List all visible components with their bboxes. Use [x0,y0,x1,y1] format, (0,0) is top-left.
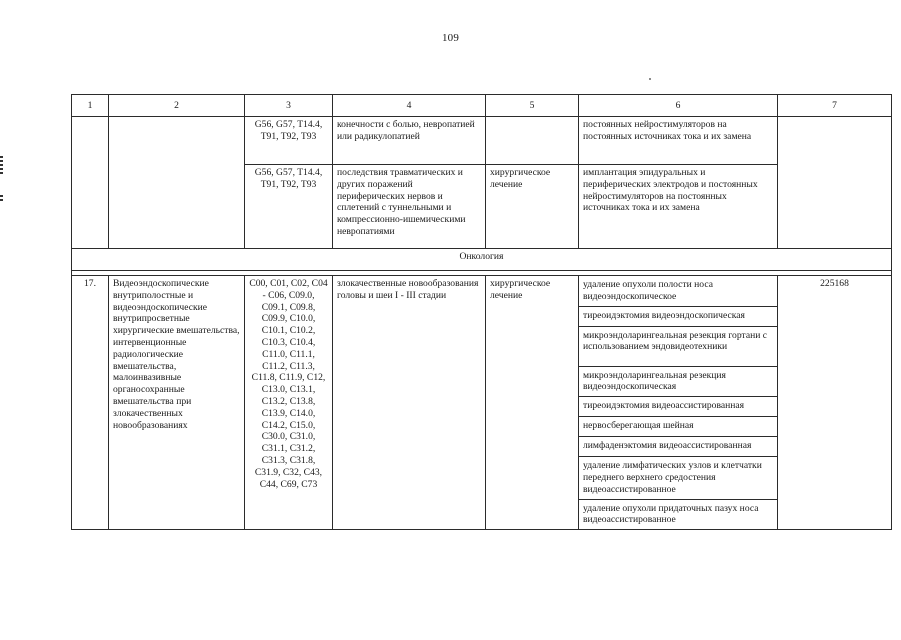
column-header: 4 [333,95,486,117]
column-header: 6 [579,95,778,117]
care-type-cell [109,117,245,249]
method-cell: удаление опухоли полости носа видеоэндоскопическое [579,276,778,307]
scan-edge-mark [0,156,3,174]
method-cell: микроэндоларингеальная резекция гортани с использованием эндовидеотехники [579,326,778,366]
column-header: 5 [486,95,579,117]
column-header: 3 [245,95,333,117]
method-cell: удаление лимфатических узлов и клетчатки переднего верхнего средостения видеоассистированное [579,457,778,499]
condition-cell: последствия травматических и других поражений периферических нервов и сплетений с туннельными и компрессионно-ишемическими невропатиями [333,165,486,249]
table-row [72,276,892,307]
condition-cell: злокачественные новообразования головы и шеи I - III стадии [333,276,486,530]
price-cell [778,117,892,249]
method-cell: тиреоидэктомия видеоассистированная [579,397,778,417]
care-type-cell: Видеоэндоскопические внутриполостные и видеоэндоскопические внутрипросветные хирургические вмешательства, интервенционные радиологические вмешательства, малоинвазивные органосохранные вмешательства при злокачественных новообразованиях [109,276,245,530]
row-number-cell: 17. [72,276,109,530]
method-cell: лимфаденэктомия видеоассистированная [579,437,778,457]
method-cell: тиреоидэктомия видеоэндоскопическая [579,306,778,326]
diagnosis-codes-cell: G56, G57, T14.4, T91, T92, T93 [245,117,333,165]
condition-cell: конечности с болью, невропатией или радикулопатией [333,117,486,165]
method-cell: постоянных нейростимуляторов на постоянных источниках тока и их замена [579,117,778,165]
column-header: 7 [778,95,892,117]
method-cell: имплантация эпидуральных и периферических электродов и постоянных нейростимуляторов на постоянных источниках тока и их замена [579,165,778,249]
scan-speck [649,78,651,80]
treatment-cell: хирургическое лечение [486,165,579,249]
medical-care-table [71,94,892,530]
method-cell: удаление опухоли придаточных пазух носа видеоассистированное [579,499,778,530]
scan-edge-mark [0,195,3,201]
method-cell: микроэндоларингеальная резекция видеоэндоскопическая [579,366,778,397]
treatment-cell [486,117,579,165]
column-header: 2 [109,95,245,117]
method-cell: нервосберегающая шейная [579,417,778,437]
row-number-cell [72,117,109,249]
diagnosis-codes-cell: G56, G57, T14.4, T91, T92, T93 [245,165,333,249]
section-row [72,249,892,271]
section-title: Онкология [72,249,892,271]
treatment-cell: хирургическое лечение [486,276,579,530]
table-header-row [72,95,892,117]
table-row [72,117,892,165]
page-number: 109 [441,32,460,44]
column-header: 1 [72,95,109,117]
price-cell: 225168 [778,276,892,530]
diagnosis-codes-cell: C00, C01, C02, C04 - C06, C09.0, C09.1, C09.8, C09.9, C10.0, C10.1, C10.2, C10.3, C10.4, C11.0, C11.1, C11.2, C11.3, C11.8, C11.9, C12, C13.0, C13.1, C13.2, C13.8, C13.9, C14.0, C14.2, C15.0, C30.0, C31.0, C31.1, C31.2, C31.3, C31.8, C31.9, C32, C43, C44, C69, C73 [245,276,333,530]
